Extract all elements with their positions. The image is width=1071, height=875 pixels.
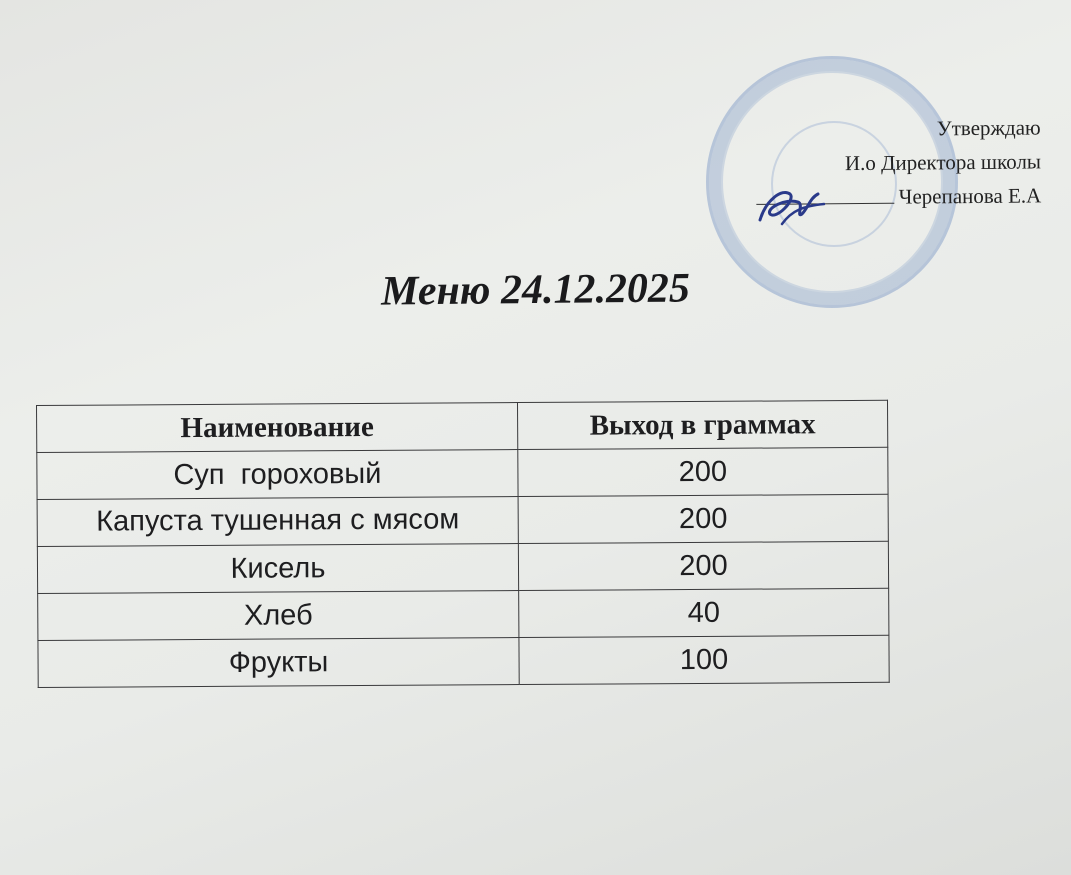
dish-name: Капуста тушенная с мясом xyxy=(37,497,518,547)
approval-signer-line xyxy=(681,178,1041,215)
table-row xyxy=(37,541,888,593)
dish-name: Суп гороховый xyxy=(37,450,518,500)
dish-grams: 200 xyxy=(518,541,888,590)
handwritten-signature xyxy=(752,180,832,230)
table-row xyxy=(37,494,888,546)
dish-grams: 100 xyxy=(519,635,889,684)
header-grams: Выход в граммах xyxy=(517,400,887,449)
dish-name: Фрукты xyxy=(38,638,519,688)
dish-name: Кисель xyxy=(37,544,518,594)
table-row xyxy=(37,447,888,499)
table-header-row xyxy=(37,400,888,452)
approval-heading: Утверждаю xyxy=(936,115,1041,141)
header-name: Наименование xyxy=(37,403,518,453)
table-row xyxy=(38,588,889,640)
approval-signer-name: Черепанова Е.А xyxy=(898,183,1042,209)
approval-block xyxy=(681,110,1042,215)
dish-name: Хлеб xyxy=(38,591,519,641)
menu-table xyxy=(36,400,890,688)
dish-grams: 200 xyxy=(518,494,888,543)
menu-title: Меню 24.12.2025 xyxy=(380,265,691,315)
approval-position: И.о Директора школы xyxy=(844,149,1042,176)
dish-grams: 200 xyxy=(518,447,888,496)
table-row xyxy=(38,635,889,687)
dish-grams: 40 xyxy=(519,588,889,637)
